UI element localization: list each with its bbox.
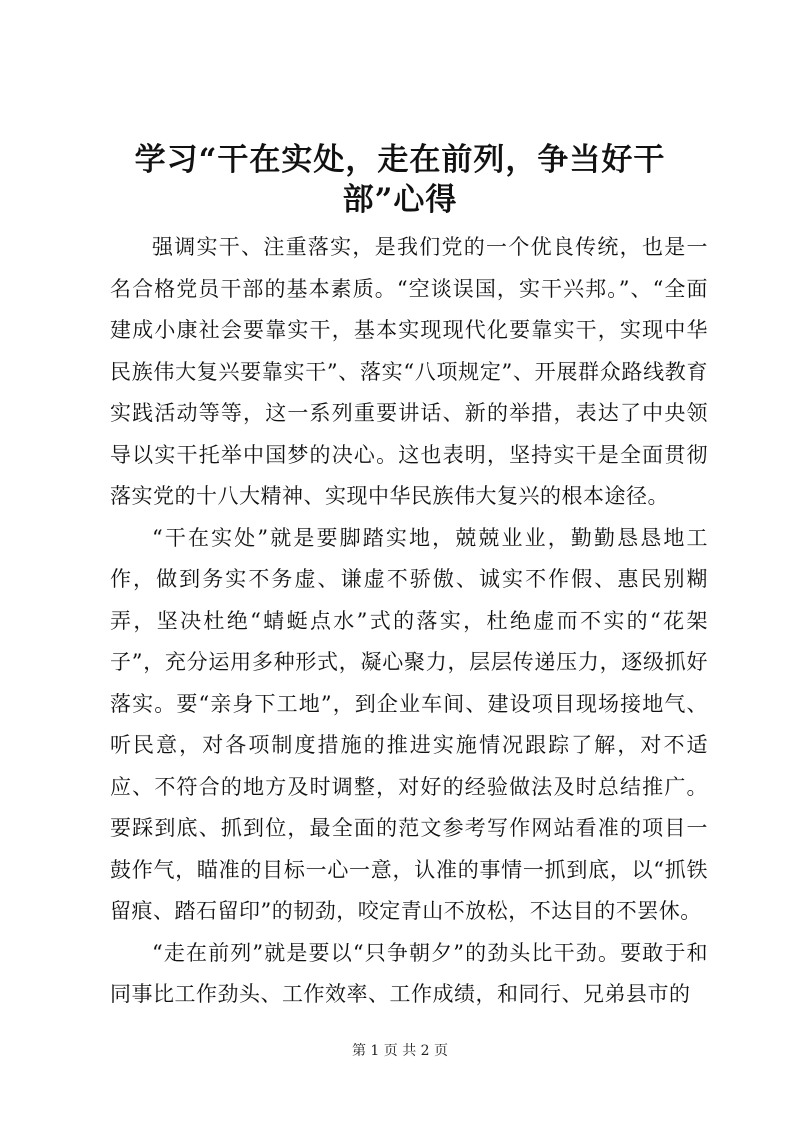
- page-number: 第 1 页 共 2 页: [351, 1043, 449, 1059]
- document-body: [110, 227, 708, 1016]
- paragraph-1: 强调实干、注重落实，是我们党的一个优良传统，也是一名合格党员干部的基本素质。“空谈误国，实干兴邦。”、“全面建成小康社会要靠实干，基本实现现代化要靠实干，实现中华民族伟大复兴要靠实干”、落实“八项规定”、开展群众路线教育实践活动等等，这一系列重要讲话、新的举措，表达了中央领导以实干托举中国梦的决心。这也表明，坚持实干是全面贯彻落实党的十八大精神、实现中华民族伟大复兴的根本途径。: [110, 235, 708, 508]
- page-footer: [0, 1040, 800, 1060]
- document-title: 学习“干在实处，走在前列，争当好干部”心得: [134, 142, 666, 218]
- paragraph-2: “干在实处”就是要脚踏实地，兢兢业业，勤勤恳恳地工作，做到务实不务虚、谦虚不骄傲、诚实不作假、惠民别糊弄，坚决杜绝“蜻蜓点水”式的落实，杜绝虚而不实的“花架子”，充分运用多种形式，凝心聚力，层层传递压力，逐级抓好落实。要“亲身下工地”，到企业车间、建设项目现场接地气、听民意，对各项制度措施的推进实施情况跟踪了解，对不适应、不符合的地方及时调整，对好的经验做法及时总结推广。要踩到底、抓到位，最全面的范文参考写作网站看准的项目一鼓作气，瞄准的目标一心一意，认准的事情一抓到底，以“抓铁留痕、踏石留印”的韧劲，咬定青山不放松，不达目的不罢休。: [110, 525, 708, 923]
- paragraph-3: “走在前列”就是要以“只争朝夕”的劲头比干劲。要敢于和同事比工作劲头、工作效率、工作成绩，和同行、兄弟县市的: [110, 940, 708, 1006]
